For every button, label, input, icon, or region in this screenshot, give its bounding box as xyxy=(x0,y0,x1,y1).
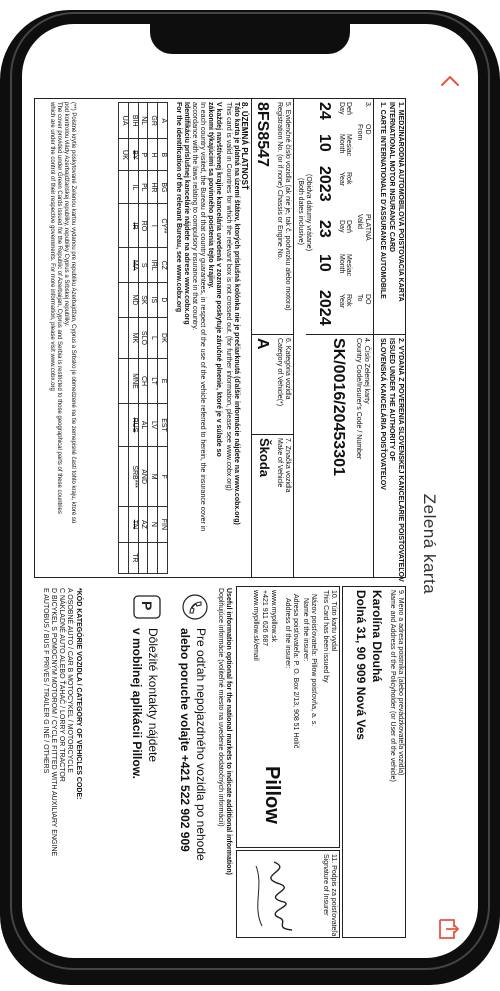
country-cell: DK xyxy=(158,317,168,358)
s3-month-to-en: Month xyxy=(338,254,345,274)
valid-from-year: 2023 xyxy=(316,166,333,202)
s1-line1: 1. MEDZINÁRODNÁ AUTOMOBILOVÁ POISTOVACIA KARTA xyxy=(397,102,404,302)
vehicle-make: Škoda xyxy=(257,438,272,478)
country-cell xyxy=(119,204,129,248)
country-cell: AZ xyxy=(138,507,148,542)
phone-side-button xyxy=(0,150,4,190)
country-row xyxy=(129,103,139,574)
country-cell xyxy=(119,317,129,358)
country-cell: IRL xyxy=(148,248,158,283)
s4-label: 4. Číslo Zelenej karty xyxy=(363,338,370,404)
s3-to: DO xyxy=(364,294,371,305)
country-cell: CZ xyxy=(158,248,168,283)
divider xyxy=(293,98,294,578)
country-cell: P xyxy=(138,139,148,171)
green-card-rotated xyxy=(28,94,412,944)
footnote-line2: pod kontrolou vlády Azerbajdžanskej republiky, republiky Cyprus a Srbskej republiky. xyxy=(63,102,69,327)
country-cell xyxy=(119,403,129,446)
divider xyxy=(373,98,374,578)
share-icon xyxy=(434,916,460,942)
share-button[interactable] xyxy=(434,916,460,942)
s6-label: 6. Kategória vozidla xyxy=(284,338,291,400)
country-cell: BIH xyxy=(129,103,139,139)
country-row xyxy=(119,103,129,574)
insurer-address: Adresa poisťovateľa: P. O. Box 2/13, 908 51 Holíč xyxy=(292,594,299,749)
phone-notch xyxy=(150,24,350,54)
country-cell: UA xyxy=(119,103,129,139)
s3-both-en: (Both dates inclusive) xyxy=(297,178,304,245)
country-cell: RUS xyxy=(129,403,139,446)
registration-number: 8FS8547 xyxy=(254,102,271,167)
country-cell: UK xyxy=(119,139,129,171)
s9-label: 9. Meno a adresa poistníka (alebo prevádzkovateľa vozidla) xyxy=(397,590,404,776)
insurer-phone: +421 911 626 687 xyxy=(261,590,268,647)
country-cell: SRB*** xyxy=(129,447,139,507)
country-cell: BG xyxy=(158,171,168,204)
country-cell: BY xyxy=(129,139,139,171)
s3-year-en: Year xyxy=(338,172,345,187)
divider xyxy=(252,334,294,335)
country-cell: N xyxy=(148,507,158,542)
s3-month: Mesiac xyxy=(345,134,352,157)
country-cell: LV xyxy=(148,403,158,446)
country-cell xyxy=(119,171,129,204)
country-cell: SLO xyxy=(138,317,148,358)
country-row xyxy=(138,103,148,574)
green-card-number: SK/0016/20453301 xyxy=(330,338,347,476)
towing-text: Pre odťah nepojazdného vozidla po nehode xyxy=(194,628,208,861)
country-cell: MD xyxy=(129,283,139,318)
s8-label: 8. ÚZEMNÁ PLATNOSŤ xyxy=(240,102,249,190)
s3-year-to: Rok xyxy=(345,294,352,307)
country-cell: CH xyxy=(138,359,148,404)
country-cell: MNE xyxy=(129,359,139,404)
s3-to-en: To xyxy=(356,294,363,302)
country-cell: IR xyxy=(129,204,139,248)
back-button[interactable] xyxy=(440,72,460,92)
country-cell: EST xyxy=(158,403,168,446)
country-cell: I xyxy=(148,204,158,248)
category-title: *KÓD KATEGÓRIE VOZIDLA / CATEGORY OF VEHICLES CODE: xyxy=(75,588,82,800)
country-grid xyxy=(118,102,168,574)
insurer-name: Názov poisťovateľa: Pillow poisťovňa, a. s. xyxy=(310,594,317,727)
app-screen xyxy=(22,24,478,958)
category-line3: D BICYKEL S POMOCNÝM MOTOROM / CYCLE FITTED WITH AUXILIARY ENGINE xyxy=(50,588,57,857)
s3-year: Rok xyxy=(345,172,352,185)
country-cell: FIN xyxy=(158,507,168,542)
s7-label: 7. Značka vozidla xyxy=(284,438,291,493)
valid-to-day: 23 xyxy=(316,220,333,238)
policyholder-name: Karolína Dlouhá xyxy=(370,590,384,683)
country-cell: LT xyxy=(148,359,158,404)
chevron-left-icon xyxy=(440,72,460,92)
footnote-line4: which are under the control of their respective governments. For more information, please visit www.cobx.org xyxy=(49,102,55,391)
policyholder-address: Dolná 31, 90 909 Nová Ves xyxy=(354,590,368,741)
insurer-name-en: Name of the insurer: xyxy=(302,598,309,662)
s3-valid-en: Valid xyxy=(356,214,363,230)
s5-label-en: Registration No. (or if none) Chassis or Engine No. xyxy=(276,102,283,260)
category-line2: C NÁKLADNÉ AUTO ALEBO ŤAHAČ / LORRY OR TRACTOR xyxy=(58,588,65,782)
country-cell: MA xyxy=(129,248,139,283)
country-cell: TN xyxy=(129,507,139,542)
page-title: Zelená karta xyxy=(420,493,439,595)
country-cell: B xyxy=(158,139,168,171)
s3-month-to: Mesiac xyxy=(345,254,352,277)
s8-line4: zákonmi týkajúcimi sa povinného poistenia tejto krajiny. xyxy=(207,102,214,289)
divider xyxy=(306,334,406,335)
s3-day-en: Day xyxy=(338,102,345,115)
country-cell xyxy=(138,542,148,573)
s3-from-en: From xyxy=(356,124,363,141)
country-row xyxy=(148,103,158,574)
insurer-web: www.mypillow.sk xyxy=(270,590,277,643)
phone-volume-down xyxy=(0,300,4,370)
country-cell: H xyxy=(148,139,158,171)
country-cell xyxy=(119,283,129,318)
s8-line1: Táto karta je platná na území štátov, ktorých príslušná kolónka nie je prečiarknutá (ďalšie informácie nájdete na www.cobx.org) xyxy=(233,102,240,525)
s5-label: 5. Evidenčné číslo vozidla (ak nie je, tak č. podvozku alebo motora) xyxy=(284,102,291,311)
country-cell: S xyxy=(138,248,148,283)
s8-line7: Identifikáciu príslušnej kancelárie nájdete na adrese www.cobx.org xyxy=(183,102,190,325)
country-cell: RO xyxy=(138,204,148,248)
country-cell: PL xyxy=(138,171,148,204)
s7-label-en: Make of Vehicle xyxy=(276,438,283,488)
country-cell: HR xyxy=(148,171,158,204)
s3-day: Deň xyxy=(345,102,352,115)
s10-label: 10. Túto kartu vydal xyxy=(330,590,337,652)
s1-line2: INTERNATIONAL MOTOR INSURANCE CARD xyxy=(388,102,395,253)
vehicle-category: A xyxy=(254,338,271,350)
country-cell: NL xyxy=(138,103,148,139)
country-cell xyxy=(148,542,158,573)
s2-line3: SLOVENSKÁ KANCELÁRIA POISŤOVATEĽOV xyxy=(379,338,386,490)
country-cell: IS xyxy=(148,283,158,318)
footnote-line1: (**) Poistné krytie poskytované Zelenou kartou vydanou pre republiku Azerbajdžan, Cyprus a Srbsko je obmedzené na tie zemepisné časti tohto kraju, ktoré sú xyxy=(70,102,76,524)
signature-image xyxy=(242,856,314,934)
s1-line3: 1. CARTE INTERNATIONALE D'ASSURANCE AUTOMOBILE xyxy=(379,102,386,299)
country-cell: MK xyxy=(129,317,139,358)
app-link: v mobilnej aplikácii Pillow. xyxy=(130,628,144,779)
s8-line3: V každej navštívenej krajine kancelária uvedená v zozname poskytuje záručné plnenie, ktoré je v súlade so xyxy=(215,102,222,457)
svg-text:P: P xyxy=(139,601,155,611)
s3-year-to-en: Year xyxy=(338,294,345,309)
country-cell: F xyxy=(158,447,168,507)
category-line1: A OSOBNÉ AUTO / CAR B MOTOCYKEL / MOTORCYCLE xyxy=(66,588,73,773)
s3-from: OD xyxy=(364,124,371,135)
country-cell xyxy=(119,248,129,283)
phone-volume-up xyxy=(0,220,4,290)
useful-info-sk: Doplňujúce informácie (voliteľné miesto na uvedenie dodatočných informácií) xyxy=(217,588,224,827)
s2-line2: ISSUED UNDER THE AUTHORITY OF xyxy=(388,338,395,461)
s3-label: 3. xyxy=(364,102,371,108)
country-cell: CY** xyxy=(158,204,168,248)
pillow-logo: Pillow xyxy=(261,766,283,824)
towing-phone: alebo poruche volajte +421 522 902 909 xyxy=(178,628,192,852)
valid-from-day: 24 xyxy=(316,102,333,120)
country-cell: IL xyxy=(129,171,139,204)
country-cell: A xyxy=(158,103,168,139)
country-cell: TR xyxy=(129,542,139,573)
s9-label-en: Name and Address of the Policyholder (or User of the vehicle) xyxy=(389,590,396,782)
country-row xyxy=(158,103,168,574)
divider xyxy=(251,98,252,578)
s8-line2: This card is valid in Countries for which the relevant box is not crossed out. (for further information, please see www.cobx.org) xyxy=(225,102,232,491)
valid-from-month: 10 xyxy=(316,134,333,152)
country-cell: L xyxy=(148,317,158,358)
green-card-document xyxy=(28,94,412,944)
s8-line5: In each country visited, the Bureau of that country guarantees, in respect of the use of the vehicle referred to herein, the insurance cover in xyxy=(199,102,206,532)
phone-icon xyxy=(182,594,208,620)
s3-both: (Obidva dátumy vrátane) xyxy=(305,174,312,252)
divider xyxy=(252,434,294,435)
country-cell: GR xyxy=(148,103,158,139)
insurer-address-en: Address of the insurer: xyxy=(284,598,291,669)
s3-valid: PLATNÁ xyxy=(364,214,371,241)
s8-line6: accordance with the laws relating to compulsory insurance in that country. xyxy=(191,102,198,331)
s11-label-en: Signature of Insurer xyxy=(322,854,329,916)
country-cell xyxy=(119,507,129,542)
country-cell xyxy=(158,542,168,573)
s3-day-to: Deň xyxy=(345,220,352,233)
country-cell: E xyxy=(158,359,168,404)
country-cell: SK xyxy=(138,283,148,318)
country-cell xyxy=(119,447,129,507)
valid-to-month: 10 xyxy=(316,254,333,272)
parking-icon xyxy=(132,594,162,620)
insurer-email: www.mypillow.sk/email xyxy=(252,590,259,661)
s4-label-en: Country Code/Insurer's Code / Number xyxy=(355,338,362,460)
s6-label-en: Category of Vehicle(*) xyxy=(276,338,283,407)
s3-day-to-en: Day xyxy=(338,220,345,233)
s11-label: 11. Podpis za poisťovateľa xyxy=(330,854,337,937)
useful-info-en: Useful information optional for the national markets to indicate additional information) xyxy=(225,588,232,876)
country-cell xyxy=(119,542,129,573)
footnote-line3: The cover provided under Green Cards issued for the Republic of Azerbaijan, Cyprus and Serbia is restricted to those geographical parts of these countries xyxy=(56,102,62,514)
country-cell xyxy=(119,359,129,404)
country-cell: D xyxy=(158,283,168,318)
country-cell: AL xyxy=(138,403,148,446)
country-cell: AND xyxy=(138,447,148,507)
s10-label-en: This Card has been issued by xyxy=(322,590,329,683)
s2-line1: 2. VYDANÁ Z POVERENIA SLOVENSKEJ KANCELÁRIE POISŤOVATEĽOV xyxy=(397,338,404,582)
app-text: Dôležité kontakty nájdete xyxy=(146,628,160,763)
category-line4: E AUTOBUS / BUS F PRÍVES / TRAILER G INÉ / OTHERS xyxy=(42,588,49,774)
valid-to-year: 2024 xyxy=(316,290,333,326)
s8-line8: For the identification of the relevant Bureau, see www.cobx.org xyxy=(175,102,182,313)
s3-month-en: Month xyxy=(338,134,345,154)
country-cell: M xyxy=(148,447,158,507)
